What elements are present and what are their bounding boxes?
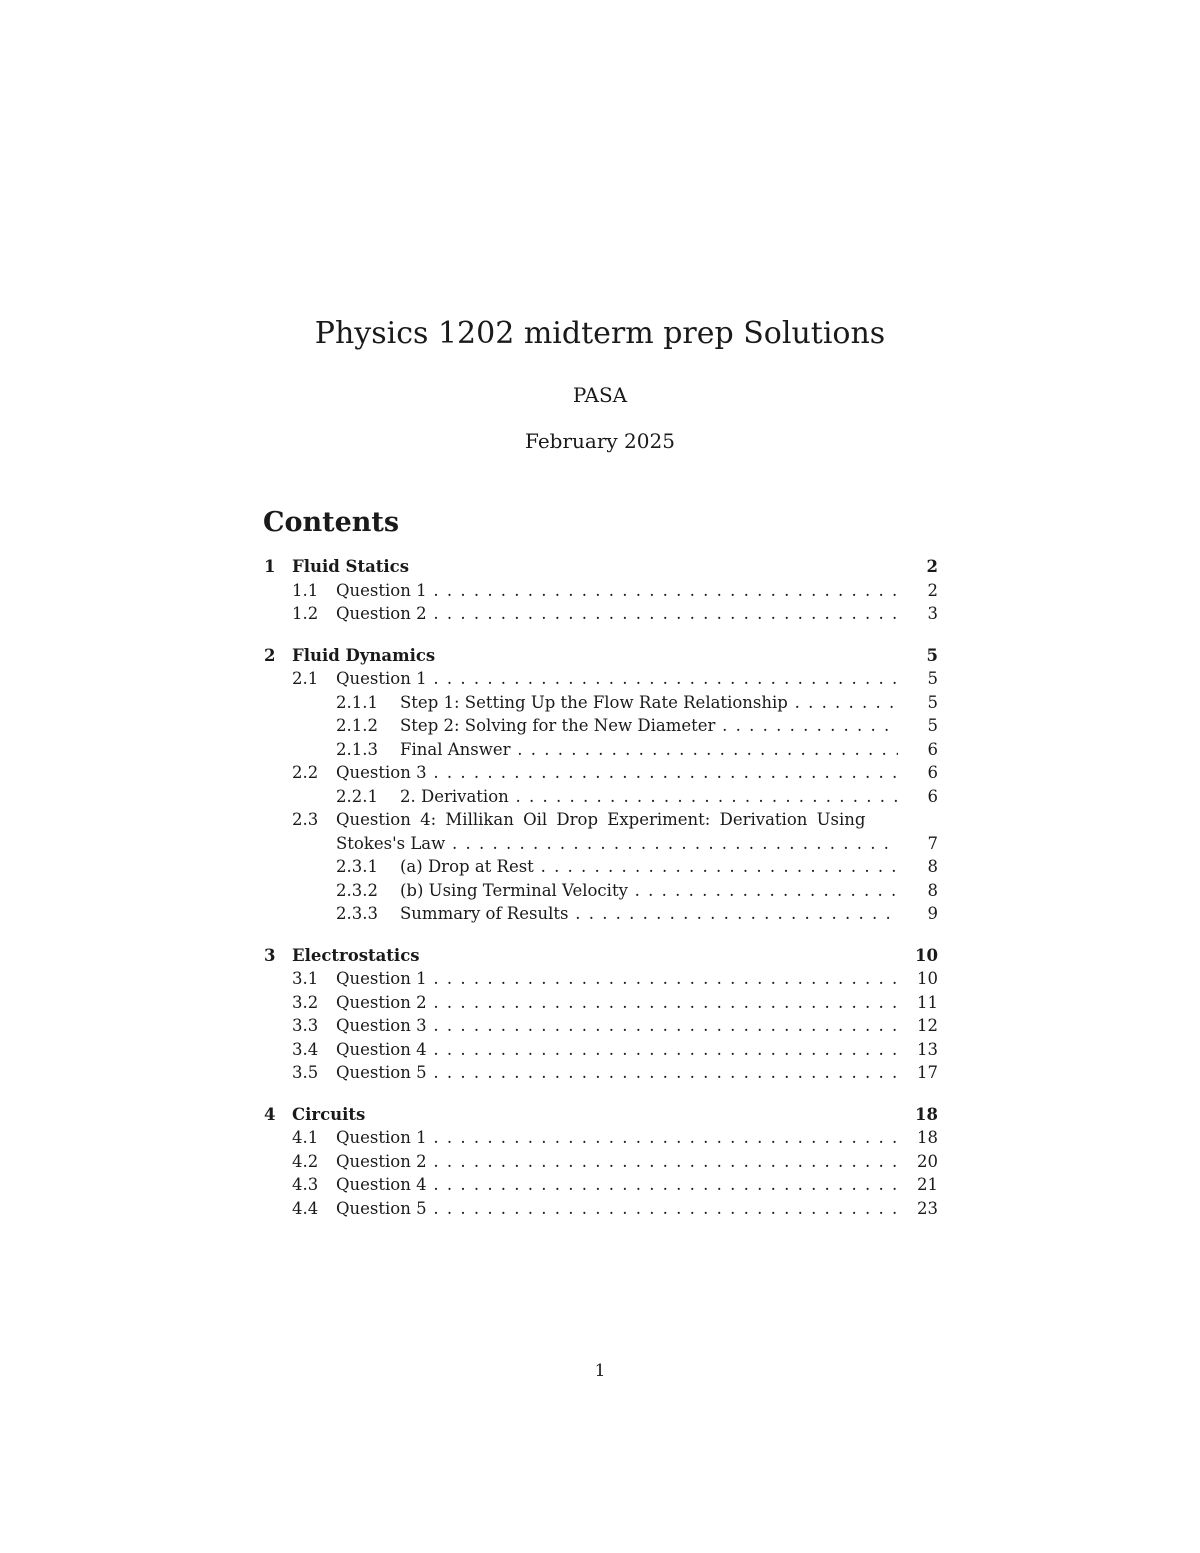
- toc-section-2[interactable]: [262, 646, 938, 670]
- toc-title: Question 1: [336, 580, 427, 600]
- toc-entry-2-3-3[interactable]: [262, 904, 938, 928]
- toc-page: 23: [917, 1198, 938, 1218]
- toc-title: (a) Drop at Rest: [400, 857, 534, 876]
- toc-dot-leader: [427, 1063, 898, 1082]
- toc-number: 3.5: [292, 1063, 319, 1082]
- toc-page: 21: [917, 1175, 938, 1194]
- toc-number: 1.1: [292, 580, 319, 600]
- toc-page: 10: [915, 945, 938, 965]
- toc-number: 2.2: [292, 763, 319, 782]
- contents-heading: Contents: [263, 507, 400, 538]
- toc-entry-4-1[interactable]: [262, 1128, 938, 1152]
- toc-entry-4-4[interactable]: [262, 1199, 938, 1223]
- toc-title: Step 1: Setting Up the Flow Rate Relationship: [400, 692, 788, 712]
- toc-dot-leader: [427, 763, 898, 782]
- document-title: Physics 1202 midterm prep Solutions: [314, 316, 886, 351]
- toc-title-continued: Stokes's Law: [336, 833, 446, 853]
- toc-title: (b) Using Terminal Velocity: [400, 880, 628, 900]
- toc-number: 2.1.1: [336, 692, 378, 712]
- toc-entry-2-3-2[interactable]: [262, 881, 938, 905]
- toc-number: 4.2: [292, 1151, 319, 1171]
- toc-page: 5: [927, 692, 938, 712]
- toc-title: 2. Derivation: [400, 786, 509, 806]
- toc-page: 5: [926, 645, 938, 665]
- toc-page: 2: [926, 557, 938, 576]
- toc-dot-leader: [427, 581, 898, 600]
- toc-page: 6: [927, 763, 938, 782]
- toc-dot-leader: [427, 604, 898, 623]
- toc-page: 8: [927, 880, 938, 900]
- toc-title: Question 2: [336, 1151, 427, 1171]
- toc-number: 2.3.2: [336, 880, 378, 900]
- toc-entry-2-1-1[interactable]: [262, 693, 938, 717]
- toc-title: Question 2: [336, 992, 427, 1012]
- toc-page: 13: [917, 1039, 938, 1059]
- toc-entry-2-2[interactable]: [262, 763, 938, 787]
- toc-dot-leader: [511, 740, 899, 759]
- toc-dot-leader: [427, 1175, 898, 1194]
- toc-number: 4.1: [292, 1128, 319, 1147]
- toc-title: Question 3: [336, 1016, 427, 1035]
- toc-title: Fluid Statics: [292, 557, 409, 576]
- toc-page: 20: [917, 1151, 938, 1171]
- toc-title: Electrostatics: [292, 945, 420, 965]
- toc-number: 3: [264, 945, 276, 965]
- toc-dot-leader: [427, 1152, 898, 1171]
- toc-number: 2.3.1: [336, 857, 378, 876]
- toc-number: 3.2: [292, 992, 319, 1012]
- toc-entry-4-3[interactable]: [262, 1175, 938, 1199]
- toc-entry-2-1-2[interactable]: [262, 716, 938, 740]
- toc-number: 2.1: [292, 669, 319, 688]
- toc-dot-leader: [509, 787, 898, 806]
- toc-entry-2-3[interactable]: [262, 810, 938, 834]
- toc-page: 2: [927, 580, 938, 600]
- toc-page: 11: [917, 992, 938, 1012]
- toc-dot-leader: [427, 669, 898, 688]
- toc-number: 2.1.2: [336, 716, 378, 735]
- toc-title: Question 1: [336, 969, 427, 988]
- toc-page: 6: [927, 786, 938, 806]
- toc-page: 7: [927, 833, 938, 853]
- toc-entry-2-3-1[interactable]: [262, 857, 938, 881]
- toc-number: 2.3: [292, 810, 319, 829]
- toc-entry-4-2[interactable]: [262, 1152, 938, 1176]
- toc-title: Step 2: Solving for the New Diameter: [400, 716, 716, 735]
- toc-page: 6: [927, 739, 938, 759]
- toc-number: 3.4: [292, 1039, 319, 1059]
- toc-title: Question 5: [336, 1063, 427, 1082]
- toc-entry-3-5[interactable]: [262, 1063, 938, 1087]
- toc-section-1[interactable]: [262, 557, 938, 581]
- toc-number: 4: [264, 1104, 276, 1124]
- toc-entry-3-2[interactable]: [262, 993, 938, 1017]
- table-of-contents: [262, 557, 938, 1222]
- toc-number: 3.1: [292, 969, 319, 988]
- toc-page: 5: [927, 716, 938, 735]
- toc-page: 18: [917, 1128, 938, 1147]
- toc-entry-1-1[interactable]: [262, 581, 938, 605]
- toc-dot-leader: [628, 881, 898, 900]
- toc-section-4[interactable]: [262, 1105, 938, 1129]
- toc-title: Summary of Results: [400, 904, 569, 923]
- toc-title: Question 2: [336, 604, 427, 623]
- toc-title: Fluid Dynamics: [292, 645, 436, 665]
- toc-entry-2-1[interactable]: [262, 669, 938, 693]
- toc-page: 9: [927, 904, 938, 923]
- toc-section-3[interactable]: [262, 946, 938, 970]
- document-author: PASA: [572, 383, 628, 407]
- toc-number: 4.4: [292, 1198, 319, 1218]
- toc-title: Question 1: [336, 669, 427, 688]
- toc-dot-leader: [427, 969, 898, 988]
- toc-number: 2.1.3: [336, 739, 378, 759]
- toc-entry-2-1-3[interactable]: [262, 740, 938, 764]
- toc-number: 2.2.1: [336, 786, 378, 806]
- toc-entry-2-3-continued[interactable]: [262, 834, 938, 858]
- toc-dot-leader: [445, 834, 898, 853]
- toc-dot-leader: [427, 993, 898, 1012]
- toc-title: Question 3: [336, 763, 427, 782]
- page-number: 1: [594, 1361, 606, 1381]
- toc-dot-leader: [427, 1016, 898, 1035]
- toc-title: Circuits: [292, 1104, 366, 1124]
- toc-entry-3-4[interactable]: [262, 1040, 938, 1064]
- toc-dot-leader: [568, 904, 898, 923]
- toc-page: 18: [915, 1104, 938, 1124]
- toc-page: 3: [927, 604, 938, 623]
- toc-entry-3-3[interactable]: [262, 1016, 938, 1040]
- toc-number: 1.2: [292, 604, 319, 623]
- toc-title: Question 4: Millikan Oil Drop Experiment: Derivation Using: [336, 810, 866, 829]
- toc-entry-2-2-1[interactable]: [262, 787, 938, 811]
- toc-number: 1: [264, 557, 276, 576]
- toc-title: Question 4: [336, 1039, 427, 1059]
- toc-title: Question 5: [336, 1198, 427, 1218]
- toc-number: 2: [264, 645, 276, 665]
- toc-page: 12: [917, 1016, 938, 1035]
- toc-dot-leader: [427, 1040, 898, 1059]
- toc-title: Question 1: [336, 1128, 427, 1147]
- toc-title: Final Answer: [400, 739, 511, 759]
- toc-dot-leader: [427, 1128, 898, 1147]
- toc-number: 3.3: [292, 1016, 319, 1035]
- toc-page: 8: [927, 857, 938, 876]
- toc-dot-leader: [715, 716, 898, 735]
- toc-dot-leader: [427, 1199, 898, 1218]
- toc-page: 5: [927, 669, 938, 688]
- toc-number: 2.3.3: [336, 904, 378, 923]
- toc-title: Question 4: [336, 1175, 427, 1194]
- document-date: February 2025: [525, 429, 675, 453]
- toc-entry-1-2[interactable]: [262, 604, 938, 628]
- toc-page: 10: [917, 969, 938, 988]
- toc-entry-3-1[interactable]: [262, 969, 938, 993]
- toc-page: 17: [917, 1063, 938, 1082]
- toc-number: 4.3: [292, 1175, 319, 1194]
- toc-dot-leader: [788, 693, 898, 712]
- toc-dot-leader: [534, 857, 898, 876]
